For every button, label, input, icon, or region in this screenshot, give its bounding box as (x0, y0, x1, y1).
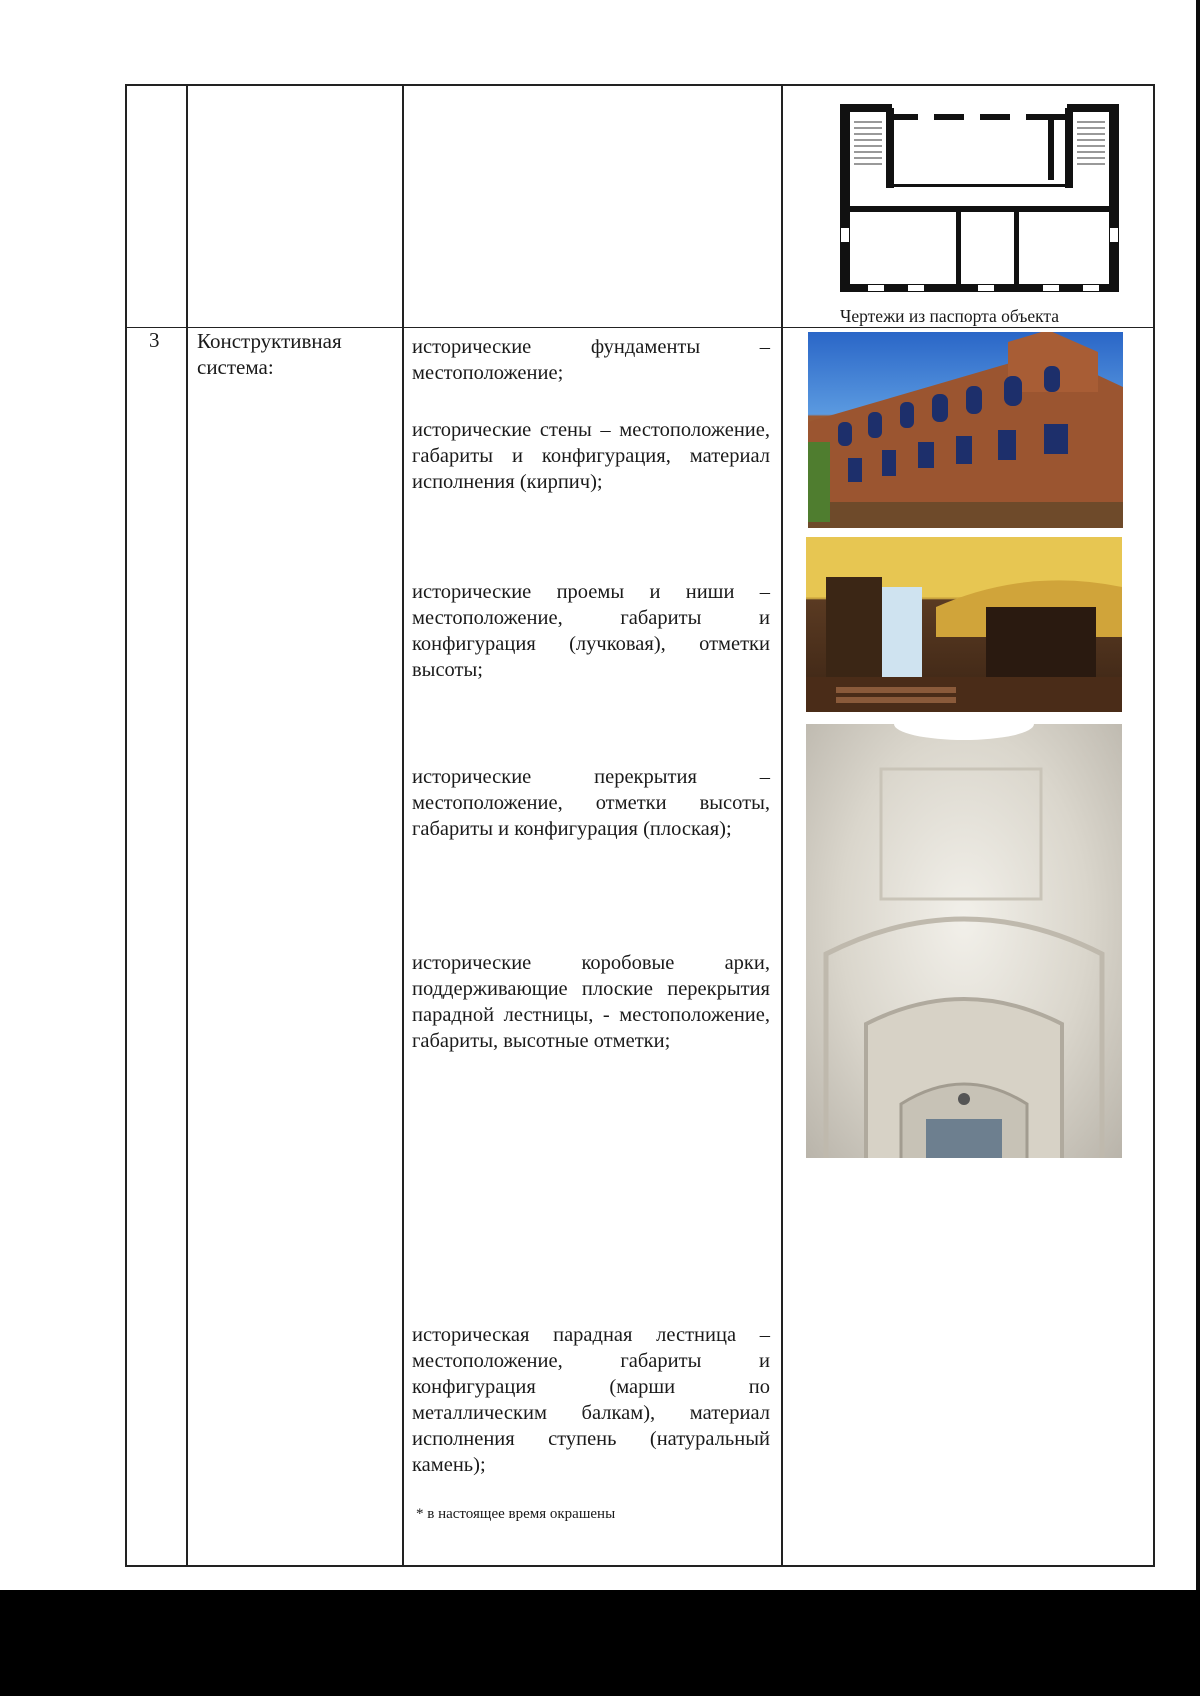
paragraph-openings: исторические проемы и ниши – местоположение, габариты и конфигурация (лучковая), отметки высоты; (412, 581, 770, 681)
paragraph-foundations: исторические фундаменты – местоположение; (412, 336, 770, 384)
paragraph-arches: исторические коробовые арки, поддерживающие плоские перекрытия парадной лестницы, - местоположение, габариты, высотные отметки; (412, 952, 770, 1052)
paragraph-floors: исторические перекрытия – местоположение, отметки высоты, габариты и конфигурация (плоская); (412, 766, 770, 840)
floor-plan-drawing (838, 98, 1121, 298)
paragraph-staircase: историческая парадная лестница – местоположение, габариты и конфигурация (марши по металлическим балкам), материал исполнения ступень (натуральный камень); (412, 1324, 770, 1476)
scan-bottom-margin (0, 1590, 1200, 1696)
row-name: Конструктивная система: (197, 329, 342, 379)
floor-plan-caption: Чертежи из паспорта объекта (840, 306, 1060, 326)
paragraph-walls: исторические стены – местоположение, габариты и конфигурация, материал исполнения (кирпич); (412, 419, 770, 493)
row-number: 3 (149, 328, 160, 352)
vaulted-ceiling-photo (806, 724, 1122, 1158)
doorway-photo (806, 537, 1122, 712)
footnote: * в настоящее время окрашены (416, 1506, 616, 1522)
scan-edge (1196, 0, 1200, 1590)
facade-photo (808, 332, 1123, 528)
